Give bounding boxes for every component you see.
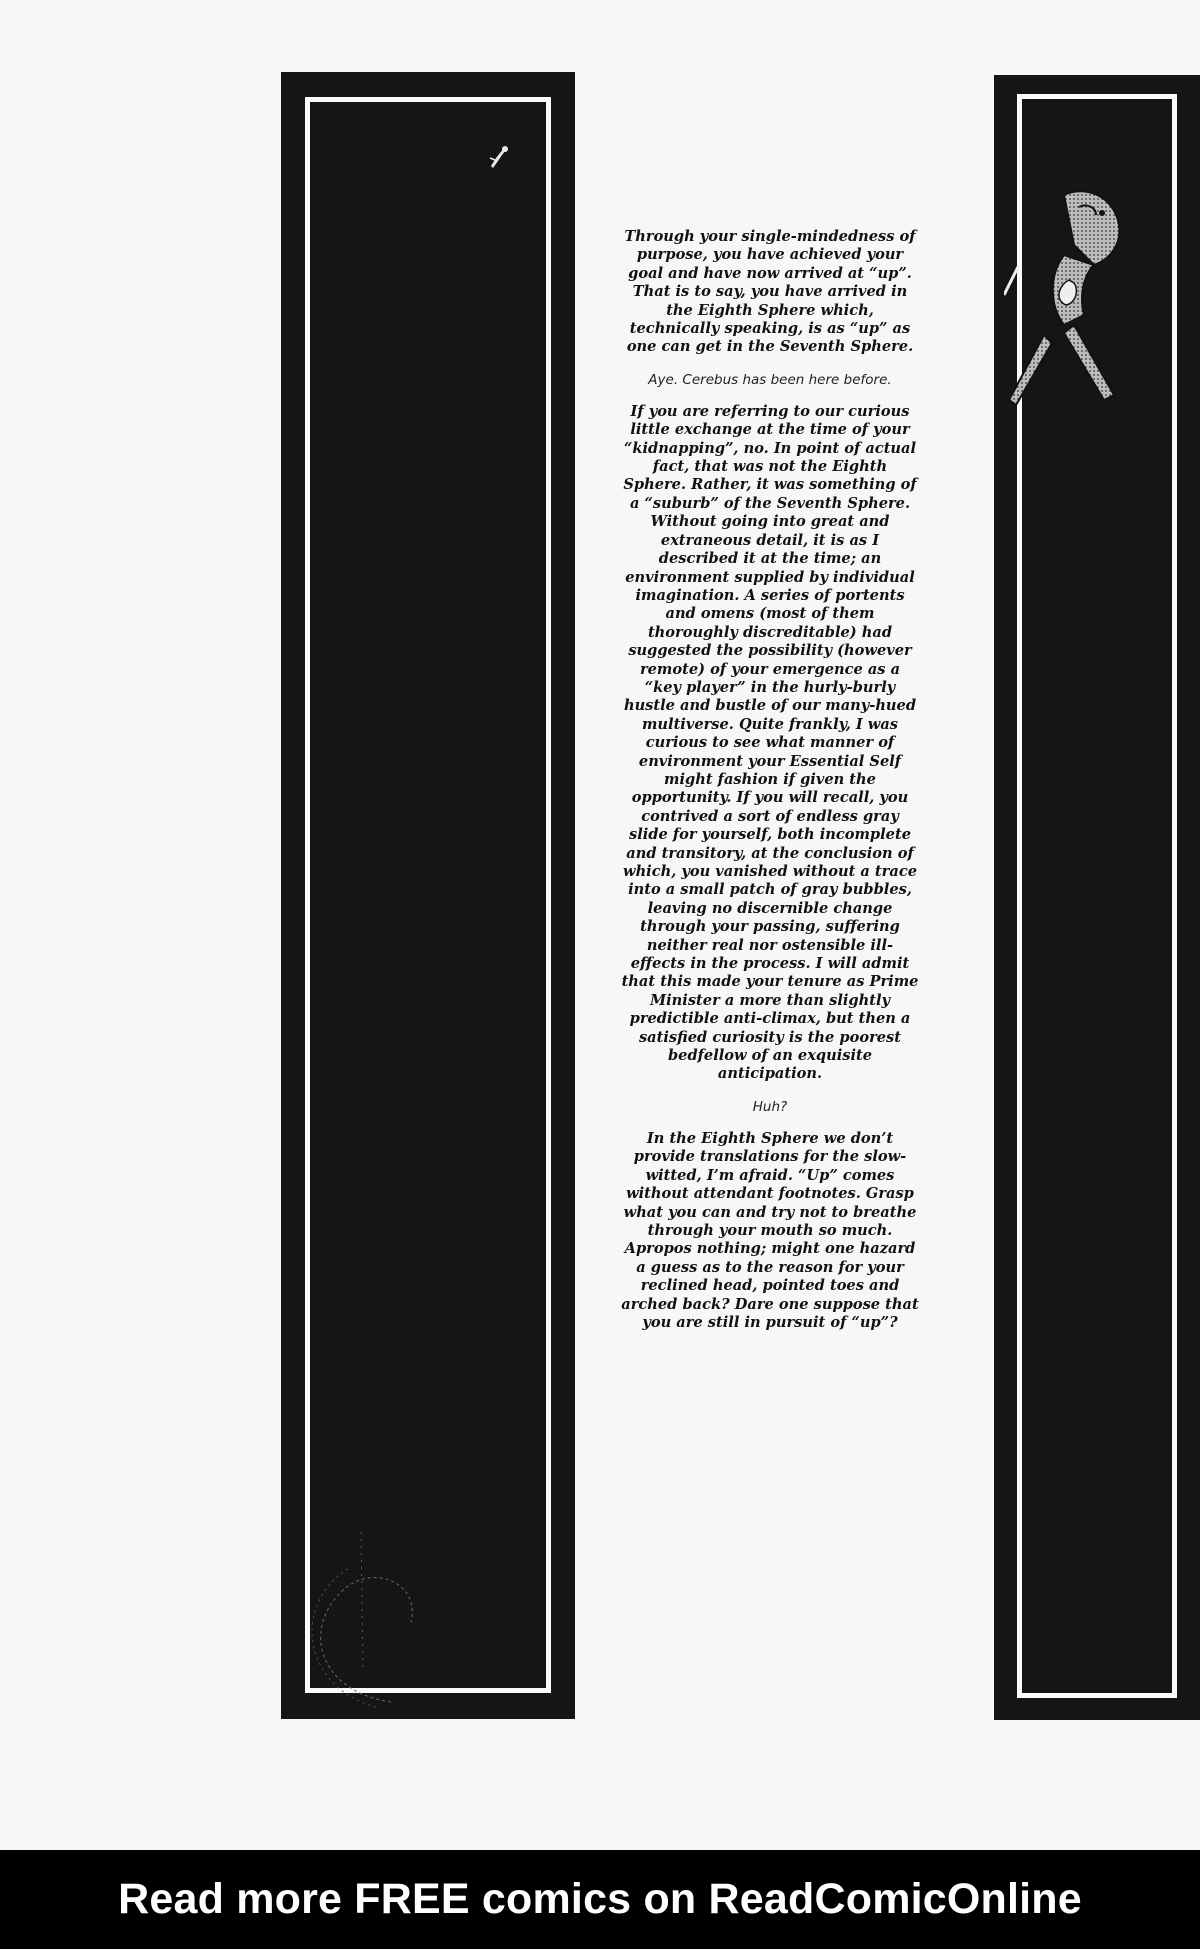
cerebus-speech-2: Huh? (752, 1098, 788, 1115)
cerebus-speech-1: Aye. Cerebus has been here before. (648, 371, 892, 388)
narration-box-1: Through your single-mindedness of purpose, you have achieved your goal and have now arrived at “up”. That is to say, you have arrived in the Eighth Sphere which, technically speaking, is as “up” as one can get in the Seventh Sphere. (624, 228, 916, 356)
right-black-panel (994, 75, 1200, 1720)
left-black-panel (281, 72, 575, 1719)
narration-box-3: In the Eighth Sphere we don’t provide translations for the slow-witted, I’m afraid. “Up” comes without attendant footnotes. Grasp what you can and try not to breathe through your mouth so much. Apropos nothing; might one hazard a guess as to the reason for your reclined head, pointed toes and arched back? Dare one suppose that you are still in pursuit of “up”? (621, 1129, 919, 1331)
cerebus-figure (1004, 185, 1144, 415)
left-panel-border (305, 97, 551, 1693)
dialogue-column (620, 228, 920, 1346)
narration-box-2: If you are referring to our curious little exchange at the time of your “kidnapping”, no. In point of actual fact, that was not the Eighth Sphere. Rather, it was something of a “suburb” of the Seventh Sphere. Without going into great and extraneous detail, it is as I described it at the time; an environment supplied by individual imagination. A series of portents and omens (most of them thoroughly discreditable) had suggested the possibility (however remote) of your emergence as a “key player” in the hurly-burly hustle and bustle of our many-hued multiverse. Quite frankly, I was curious to see what manner of environment your Essential Self might fashion if given the opportunity. If you will recall, you contrived a sort of endless gray slide for yourself, both incomplete and transitory, at the conclusion of which, you vanished without a trace into a small patch of gray bubbles, leaving no discernible change through your passing, suffering neither real nor ostensible ill-effects in the process. I will admit that this made your tenure as Prime Minister a more than slightly predictible anti-climax, but then a satisfied curiosity is the poorest bedfellow of an exquisite anticipation. (621, 402, 919, 1083)
swirl-lines (281, 1472, 441, 1712)
promo-banner[interactable]: Read more FREE comics on ReadComicOnline (0, 1850, 1200, 1949)
falling-figure-small (487, 144, 509, 170)
